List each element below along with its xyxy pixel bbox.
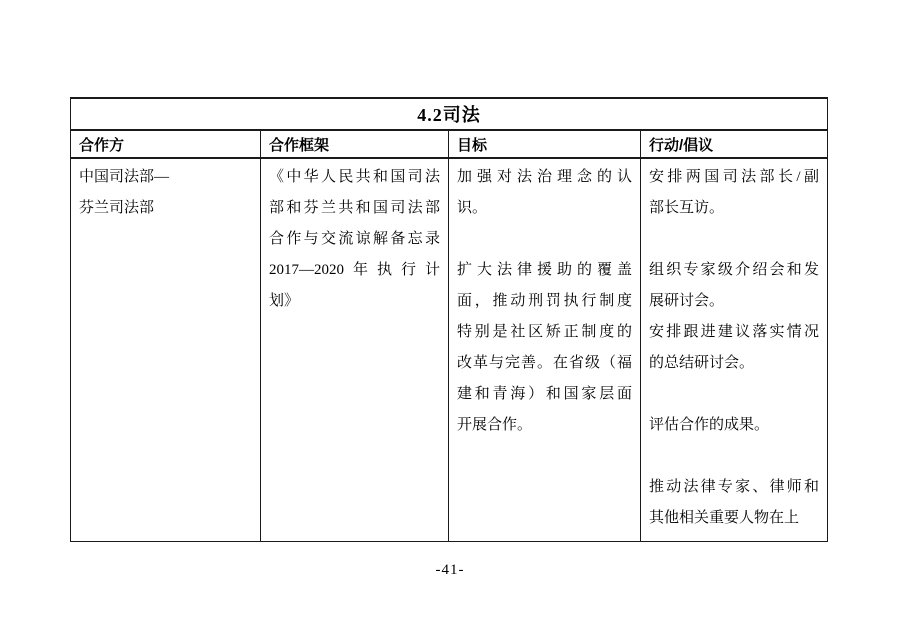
blank-line [649,441,819,472]
text-line: 安排跟进建议落实情况 [649,324,819,340]
text-line: 开展合作。 [457,417,533,433]
cell-partner [71,158,261,542]
text-line: 改革与完善。在省级（福 [457,355,632,371]
text-line: 推动法律专家、律师和 [649,479,819,495]
text-line: 部和芬兰共和国司法部 [269,200,440,216]
text-line: 中国司法部— [79,169,170,185]
blank-line [649,379,819,410]
text-line: 部长互访。 [649,200,725,216]
text-line: 扩大法律援助的覆盖 [457,262,632,278]
section-title: 4.2司法 [71,98,828,130]
page-number: -41- [435,562,465,578]
text-line: 展研讨会。 [649,293,725,309]
section-title-row [71,98,828,130]
text-line: 特别是社区矫正制度的 [457,324,632,340]
text-line: 合作与交流谅解备忘录 [269,231,440,247]
text-line: 其他相关重要人物在上 [649,510,800,526]
blank-line [649,224,819,255]
cell-framework [261,158,449,542]
text-line: 组织专家级介绍会和发 [649,262,819,278]
column-header-goals: 目标 [449,130,641,158]
text-line: 面，推动刑罚执行制度 [457,293,632,309]
cell-goals [449,158,641,542]
text-line: 加强对法治理念的认 [457,169,632,185]
text-line: 安排两国司法部长/副 [649,169,819,185]
text-line: 建和青海）和国家层面 [457,386,632,402]
text-line: 芬兰司法部 [79,200,155,216]
justice-cooperation-table [70,97,828,542]
text-line: 识。 [457,200,488,216]
text-line: 2017—2020年执行计 [269,262,440,278]
cell-actions [641,158,828,542]
text-line: 评估合作的成果。 [649,417,770,433]
text-line: 划》 [269,293,300,309]
text-line: 《中华人民共和国司法 [269,169,440,185]
column-header-partner: 合作方 [71,130,261,158]
column-header-framework: 合作框架 [261,130,449,158]
text-line: 的总结研讨会。 [649,355,755,371]
table-header-row [71,130,828,158]
table-row [71,158,828,542]
blank-line [457,224,632,255]
column-header-actions: 行动/倡议 [641,130,828,158]
